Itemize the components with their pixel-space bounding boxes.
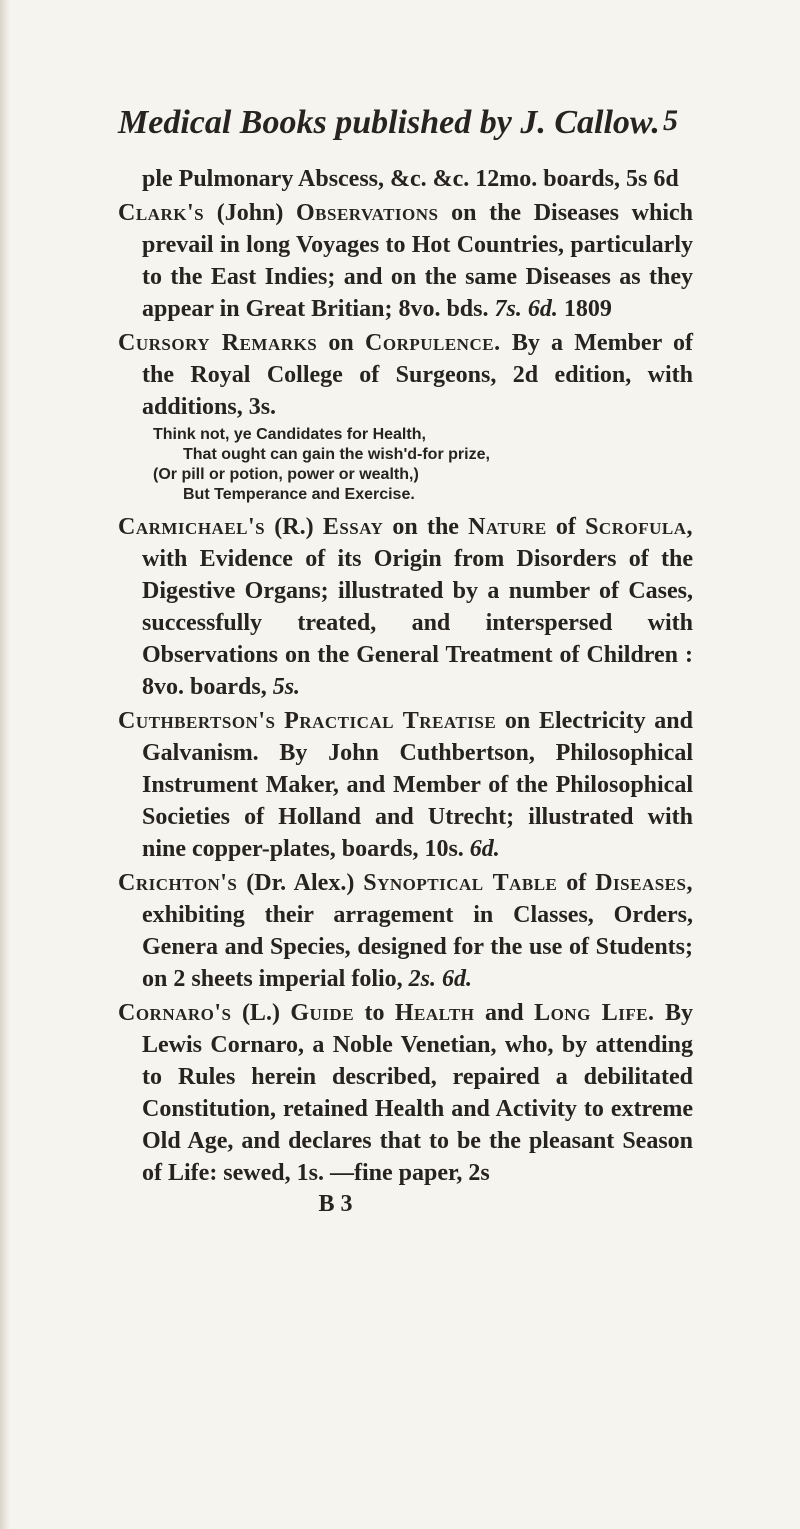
running-title: Medical Books published by J. Callow. — [118, 104, 660, 141]
entry-heading-text: Health — [394, 1000, 475, 1026]
book-entry — [118, 997, 693, 1189]
entry-text: (R.) — [265, 514, 323, 540]
entry-heading-text: Long Life. — [534, 1000, 655, 1026]
entry-heading-text: Observations — [296, 200, 439, 226]
verse-line: Think not, ye Candidates for Health, — [153, 426, 426, 443]
verse-line: But Temperance and Exercise. — [183, 486, 415, 503]
book-entry — [118, 163, 693, 195]
entry-text: By a Member of the Royal College of Surgeons, 2d edition, with additions, 3s. — [142, 330, 694, 420]
entry-heading-text: Practical Treatise — [284, 708, 497, 734]
book-entry — [118, 197, 693, 325]
entry-heading-text: Corpulence. — [365, 330, 501, 356]
entry-text: and — [474, 1000, 535, 1026]
entry-heading-text: Synoptical Table — [363, 870, 558, 896]
printer-signature-mark: B 3 — [318, 1191, 353, 1217]
entry-text: on Electricity and Galvanism. By John Cuthbertson, Philosophical Instrument Maker, and Member of the Philosophical Societies of Holland and Utrecht; illustrated with nine copper-plates, boards, 10s. — [142, 708, 693, 862]
verse-line: (Or pill or potion, power or wealth,) — [153, 466, 419, 483]
entry-text: of — [557, 870, 596, 896]
entry-heading-text: Essay — [322, 514, 384, 540]
entry-text: on the Diseases which prevail in long Voyages to Hot Countries, particularly to the East Indies; and on the same Diseases as they appear in Great Britian; 8vo. bds. — [142, 200, 693, 322]
book-entry — [118, 511, 693, 703]
entry-heading-text: Cuthbertson's — [118, 708, 276, 734]
entry-heading-text: Carmichael's — [118, 514, 266, 540]
book-entry — [118, 327, 693, 423]
entry-heading-text: Scrofula, — [585, 514, 693, 540]
book-entry — [118, 705, 693, 865]
entry-text: 7s. 6d. — [494, 296, 558, 322]
epigraph-verse — [118, 425, 693, 505]
entry-text: to — [354, 1000, 395, 1026]
entry-heading-text: Crichton's — [118, 870, 238, 896]
entry-text: 5s. — [272, 674, 301, 700]
entry-text: (John) — [204, 200, 296, 226]
page-number: 5 — [663, 104, 678, 137]
entry-heading-text: Cornaro's — [118, 1000, 232, 1026]
entry-heading-text: Diseases, — [595, 870, 693, 896]
entry-heading-text: Cursory Remarks — [118, 330, 318, 356]
page-edge-shadow — [0, 0, 10, 1529]
entry-text: ple Pulmonary Abscess, &c. &c. 12mo. boards, 5s 6d — [142, 166, 679, 192]
running-header — [118, 104, 678, 154]
entry-text: with Evidence of its Origin from Disorders of the Digestive Organs; illustrated by a number of Cases, successfully treated, and interspersed with Observations on the General Treatment of Children : 8vo. boards, — [142, 546, 693, 700]
entry-text — [275, 708, 284, 734]
entry-text: (L.) — [231, 1000, 291, 1026]
verse-line: That ought can gain the wish'd-for prize, — [183, 446, 490, 463]
entry-text: exhibiting their arragement in Classes, Orders, Genera and Species, designed for the use of Students; on 2 sheets imperial folio, — [142, 902, 693, 992]
entry-text: on — [317, 330, 366, 356]
book-entry — [118, 867, 693, 995]
entry-text: 1809 — [557, 296, 612, 322]
entry-text: 6d. — [469, 836, 500, 862]
entry-heading-text: Clark's — [118, 200, 205, 226]
entry-text: (Dr. Alex.) — [237, 870, 364, 896]
entry-heading-text: Nature — [468, 514, 547, 540]
book-list — [118, 163, 693, 1219]
entry-text: 2s. 6d. — [408, 966, 472, 992]
entry-text: By Lewis Cornaro, a Noble Venetian, who, by attending to Rules herein described, repaired a debilitated Constitution, retained Health and Activity to extreme Old Age, and declares that to be the pleasant Season of Life: sewed, 1s. —fine paper, 2s — [142, 1000, 693, 1186]
entry-text: on the — [383, 514, 469, 540]
entry-text: of — [546, 514, 586, 540]
entry-heading-text: Guide — [290, 1000, 355, 1026]
